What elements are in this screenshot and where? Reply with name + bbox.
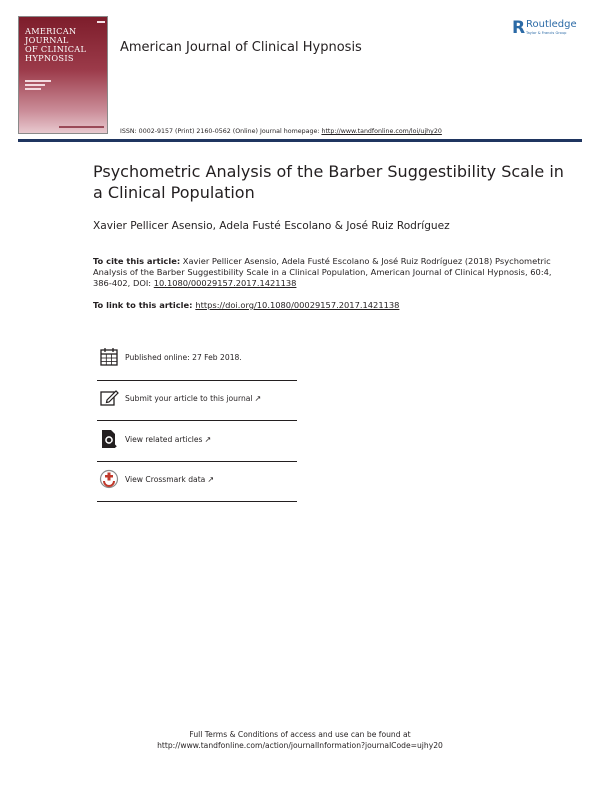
published-online-row (97, 347, 297, 377)
related-articles-row[interactable] (97, 429, 297, 459)
submit-article-label: Submit your article to this journal (125, 394, 253, 403)
edit-icon (99, 388, 119, 408)
cover-text-line (25, 80, 51, 82)
citation-label: To cite this article: (93, 256, 181, 266)
article-link-block (93, 300, 399, 311)
crossmark-link[interactable] (125, 475, 214, 485)
row-divider (97, 420, 297, 421)
row-divider (97, 501, 297, 502)
cover-publisher-line (59, 126, 104, 128)
row-divider (97, 461, 297, 462)
citation-text: Xavier Pellicer Asensio, Adela Fusté Escolano & José Ruiz Rodríguez (2018) Psychometric Analysis of the Barber Suggestibility Scale in a Clinical Population, American Journal of Clinical Hypnosis, 60:4, 386-402, DOI: (93, 256, 552, 288)
article-link-label: To link to this article: (93, 300, 196, 310)
crossmark-label: View Crossmark data (125, 475, 206, 484)
cover-text-line (25, 84, 45, 86)
cover-text-line (25, 88, 41, 90)
crossmark-row[interactable] (97, 469, 297, 499)
article-title: Psychometric Analysis of the Barber Suggestibility Scale in a Clinical Population (93, 162, 564, 202)
routledge-logo (512, 18, 592, 40)
article-link-url[interactable]: https://doi.org/10.1080/00029157.2017.1421138 (195, 300, 400, 310)
doi-link[interactable]: 10.1080/00029157.2017.1421138 (153, 278, 297, 288)
published-online-text: Published online: 27 Feb 2018. (125, 353, 242, 362)
journal-title: American Journal of Clinical Hypnosis (120, 40, 362, 55)
citation-block (93, 256, 563, 289)
article-authors: Xavier Pellicer Asensio, Adela Fusté Escolano & José Ruiz Rodríguez (93, 220, 450, 232)
journal-homepage-link[interactable]: http://www.tandfonline.com/loi/ujhy20 (321, 128, 442, 135)
issn-line (120, 128, 442, 136)
terms-footer (0, 729, 600, 751)
routledge-r-icon: R (512, 18, 526, 38)
submit-article-link[interactable] (125, 394, 261, 404)
cover-journal-name: AMERICAN JOURNAL OF CLINICAL HYPNOSIS (25, 26, 87, 63)
search-document-icon (99, 429, 119, 449)
external-link-icon: ↗ (207, 475, 215, 484)
terms-link[interactable]: http://www.tandfonline.com/action/journalInformation?journalCode=ujhy20 (157, 741, 443, 750)
related-articles-link[interactable] (125, 435, 211, 445)
cover-volume-mark (97, 21, 105, 23)
header-divider (18, 139, 582, 142)
publisher-tagline: Taylor & Francis Group (526, 31, 567, 35)
issn-text: ISSN: 0002-9157 (Print) 2160-0562 (Online) Journal homepage: (120, 128, 322, 135)
submit-article-row[interactable] (97, 388, 297, 418)
terms-line: Full Terms & Conditions of access and use can be found at (189, 730, 411, 739)
crossmark-icon (99, 469, 119, 489)
external-link-icon: ↗ (204, 435, 212, 444)
row-divider (97, 380, 297, 381)
publisher-name: Routledge (526, 19, 577, 30)
external-link-icon: ↗ (254, 394, 262, 403)
related-articles-label: View related articles (125, 435, 203, 444)
calendar-icon (99, 347, 119, 367)
journal-cover (18, 16, 108, 134)
